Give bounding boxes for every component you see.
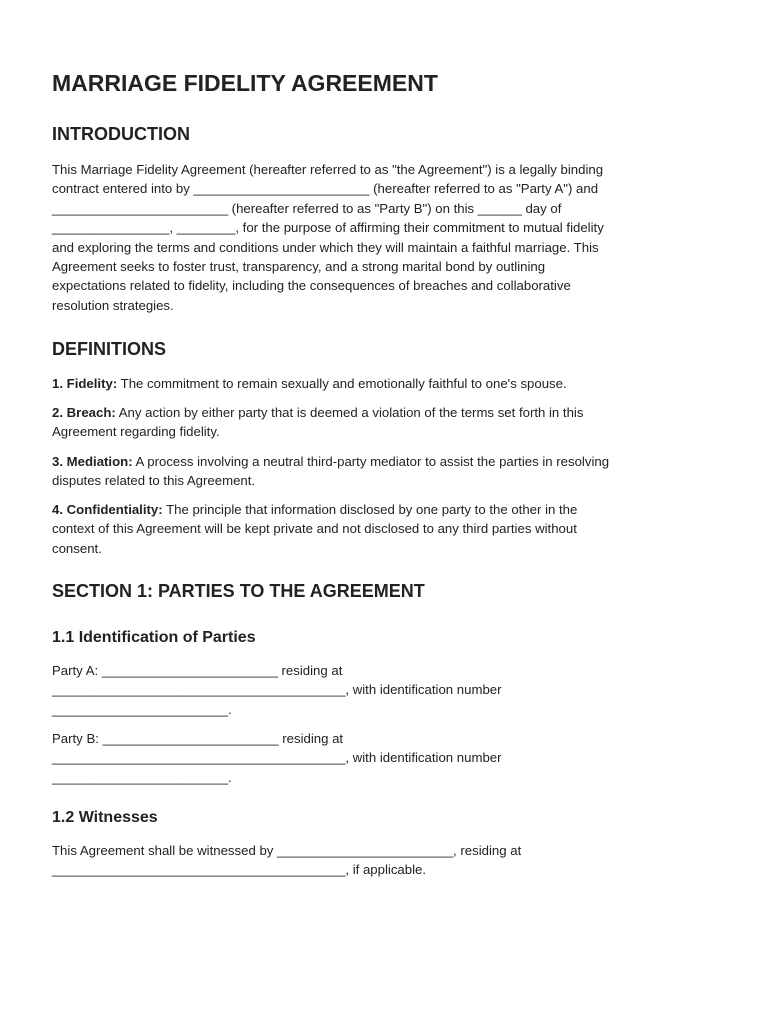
introduction-line: This Marriage Fidelity Agreement (hereafter referred to as "the Agreement") is a legally binding [52, 162, 604, 177]
party-b-block [52, 729, 502, 787]
definition-term: 2. Breach: [52, 405, 116, 420]
party-b-line: Party B: ________________________ residing at [52, 731, 344, 746]
definition-text: A process involving a neutral third-party mediator to assist the parties in resolving [135, 454, 610, 469]
party-b-line: ________________________. [52, 769, 232, 785]
introduction-paragraph [52, 160, 604, 315]
document-title: MARRIAGE FIDELITY AGREEMENT [52, 70, 438, 96]
definition-text: The commitment to remain sexually and emotionally faithful to one's spouse. [120, 376, 567, 391]
definition-text: Any action by either party that is deemed a violation of the terms set forth in this [118, 405, 584, 420]
subsection-1-2-heading: 1.2 Witnesses [52, 809, 158, 826]
definition-text: The principle that information disclosed by one party to the other in the [166, 502, 578, 517]
party-a-line: ________________________________________, with identification number [52, 682, 502, 698]
witnesses-line: ________________________________________, if applicable. [52, 862, 427, 878]
party-a-line: ________________________. [52, 701, 232, 717]
definition-text: disputes related to this Agreement. [52, 473, 256, 489]
introduction-line: resolution strategies. [52, 297, 174, 313]
section-1-heading: SECTION 1: PARTIES TO THE AGREEMENT [52, 581, 425, 601]
introduction-line: and exploring the terms and conditions under which they will maintain a faithful marriage. This [52, 239, 599, 255]
introduction-line: contract entered into by ________________________ (hereafter referred to as "Party A") and [52, 181, 599, 197]
definition-text: Agreement regarding fidelity. [52, 424, 220, 440]
introduction-line: Agreement seeks to foster trust, transparency, and a strong marital bond by outlining [52, 259, 546, 275]
party-a-block [52, 661, 502, 719]
definition-term: 4. Confidentiality: [52, 502, 163, 517]
introduction-heading: INTRODUCTION [52, 124, 190, 144]
party-a-line: Party A: ________________________ residing at [52, 663, 343, 678]
definition-term: 1. Fidelity: [52, 376, 118, 391]
party-b-line: ________________________________________, with identification number [52, 750, 502, 766]
definition-text: context of this Agreement will be kept private and not disclosed to any third parties without [52, 521, 577, 537]
subsection-1-1-heading: 1.1 Identification of Parties [52, 629, 256, 646]
introduction-line: ________________, ________, for the purpose of affirming their commitment to mutual fidelity [52, 220, 604, 236]
definitions-heading: DEFINITIONS [52, 339, 167, 359]
definition-fidelity [52, 374, 567, 393]
definition-mediation [52, 452, 609, 491]
introduction-line: ________________________ (hereafter referred to as "Party B") on this ______ day of [52, 200, 562, 216]
definition-breach [52, 403, 583, 442]
introduction-line: expectations related to fidelity, including the consequences of breaches and collaborative [52, 278, 571, 294]
definition-confidentiality [52, 500, 577, 558]
witnesses-block [52, 841, 521, 880]
definition-term: 3. Mediation: [52, 454, 133, 469]
definition-text: consent. [52, 540, 102, 556]
witnesses-line: This Agreement shall be witnessed by ________________________, residing at [52, 843, 522, 858]
